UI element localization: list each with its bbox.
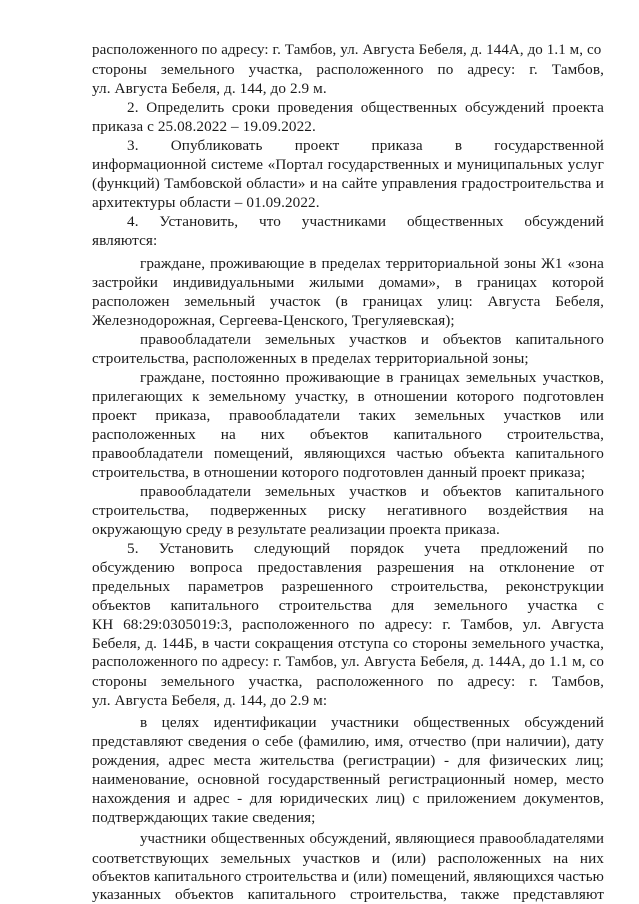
text-line: являются: bbox=[92, 232, 158, 249]
text-line: приказа с 25.08.2022 – 19.09.2022. bbox=[92, 118, 316, 135]
text-line: объектов капитального строительства для земельного участка с bbox=[92, 597, 604, 614]
text-line: нахождения и адрес - для юридических лиц) с приложением документов, bbox=[92, 790, 604, 807]
text-line: правообладатели земельных участков и объектов капитального bbox=[140, 483, 604, 500]
text-line: предельных параметров разрешенного строительства, реконструкции bbox=[92, 578, 604, 595]
text-line: объектов капитального строительства и (или) помещений, являющихся частью bbox=[92, 869, 604, 885]
text-line: представляют сведения о себе (фамилию, имя, отчество (при наличии), дату bbox=[92, 733, 604, 750]
text-line: 3. Опубликовать проект приказа в государственной bbox=[127, 137, 604, 154]
text-line: правообладатели земельных участков и объектов капитального bbox=[140, 331, 604, 348]
text-line: прилегающих к земельному участку, в отношении которого подготовлен bbox=[92, 388, 604, 405]
text-line: граждане, проживающие в пределах территориальной зоны Ж1 «зона bbox=[140, 255, 604, 272]
text-line: информационной системе «Портал государственных и муниципальных услуг bbox=[92, 156, 604, 173]
text-line: 4. Установить, что участниками общественных обсуждений bbox=[127, 213, 604, 230]
text-line: правообладатели помещений, являющихся частью объекта капитального bbox=[92, 445, 604, 462]
text-line: расположенного по адресу: г. Тамбов, ул. Августа Бебеля, д. 144А, до 1.1 м, со bbox=[92, 654, 604, 670]
text-line: окружающую среду в результате реализации проекта приказа. bbox=[92, 521, 500, 538]
text-line: проект приказа, правообладатели таких земельных участков или bbox=[92, 407, 604, 424]
text-line: обсуждению вопроса предоставления разрешения на отклонение от bbox=[92, 559, 604, 576]
text-line: стороны земельного участка, расположенного по адресу: г. Тамбов, bbox=[92, 61, 604, 78]
text-line: застройки индивидуальными жилыми домами», в границах которой bbox=[92, 274, 604, 291]
text-line: строительства, в отношении которого подготовлен данный проект приказа; bbox=[92, 464, 586, 481]
text-line: ул. Августа Бебеля, д. 144, до 2.9 м: bbox=[92, 692, 328, 709]
text-line: указанных объектов капитального строительства, также представляют bbox=[92, 886, 604, 903]
text-line: наименование, основной государственный регистрационный номер, место bbox=[92, 771, 604, 788]
text-line: расположен земельный участок (в границах улиц: Августа Бебеля, bbox=[92, 293, 604, 310]
text-line: рождения, адрес места жительства (регистрации) - для физических лиц; bbox=[92, 752, 604, 769]
text-line: Железнодорожная, Сергеева-Ценского, Трегуляевская); bbox=[92, 312, 455, 329]
text-line: ул. Августа Бебеля, д. 144, до 2.9 м. bbox=[92, 80, 327, 97]
text-line: соответствующих земельных участков и (или) расположенных на них bbox=[92, 850, 604, 867]
text-line: расположенного по адресу: г. Тамбов, ул. Августа Бебеля, д. 144А, до 1.1 м, со bbox=[92, 42, 602, 58]
text-line: расположенных на них объектов капитального строительства, bbox=[92, 426, 604, 443]
text-line: 2. Определить сроки проведения общественных обсуждений проекта bbox=[127, 99, 604, 116]
text-line: граждане, постоянно проживающие в границах земельных участков, bbox=[140, 369, 604, 386]
text-line: в целях идентификации участники общественных обсуждений bbox=[140, 714, 604, 731]
text-line: строительства, подверженных риску негативного воздействия на bbox=[92, 502, 604, 519]
text-line: (функций) Тамбовской области» и на сайте управления градостроительства и bbox=[92, 175, 604, 192]
text-line: участники общественных обсуждений, являющиеся правообладателями bbox=[140, 831, 604, 847]
text-line: стороны земельного участка, расположенного по адресу: г. Тамбов, bbox=[92, 673, 604, 690]
text-line: архитектуры области – 01.09.2022. bbox=[92, 194, 320, 211]
text-line: 5. Установить следующий порядок учета предложений по bbox=[127, 540, 604, 557]
text-line: Бебеля, д. 144Б, в части сокращения отступа со стороны земельного участка, bbox=[92, 635, 604, 652]
text-line: КН 68:29:0305019:3, расположенного по адресу: г. Тамбов, ул. Августа bbox=[92, 616, 604, 633]
text-line: подтверждающих такие сведения; bbox=[92, 809, 316, 826]
text-line: строительства, расположенных в пределах территориальной зоны; bbox=[92, 350, 529, 367]
